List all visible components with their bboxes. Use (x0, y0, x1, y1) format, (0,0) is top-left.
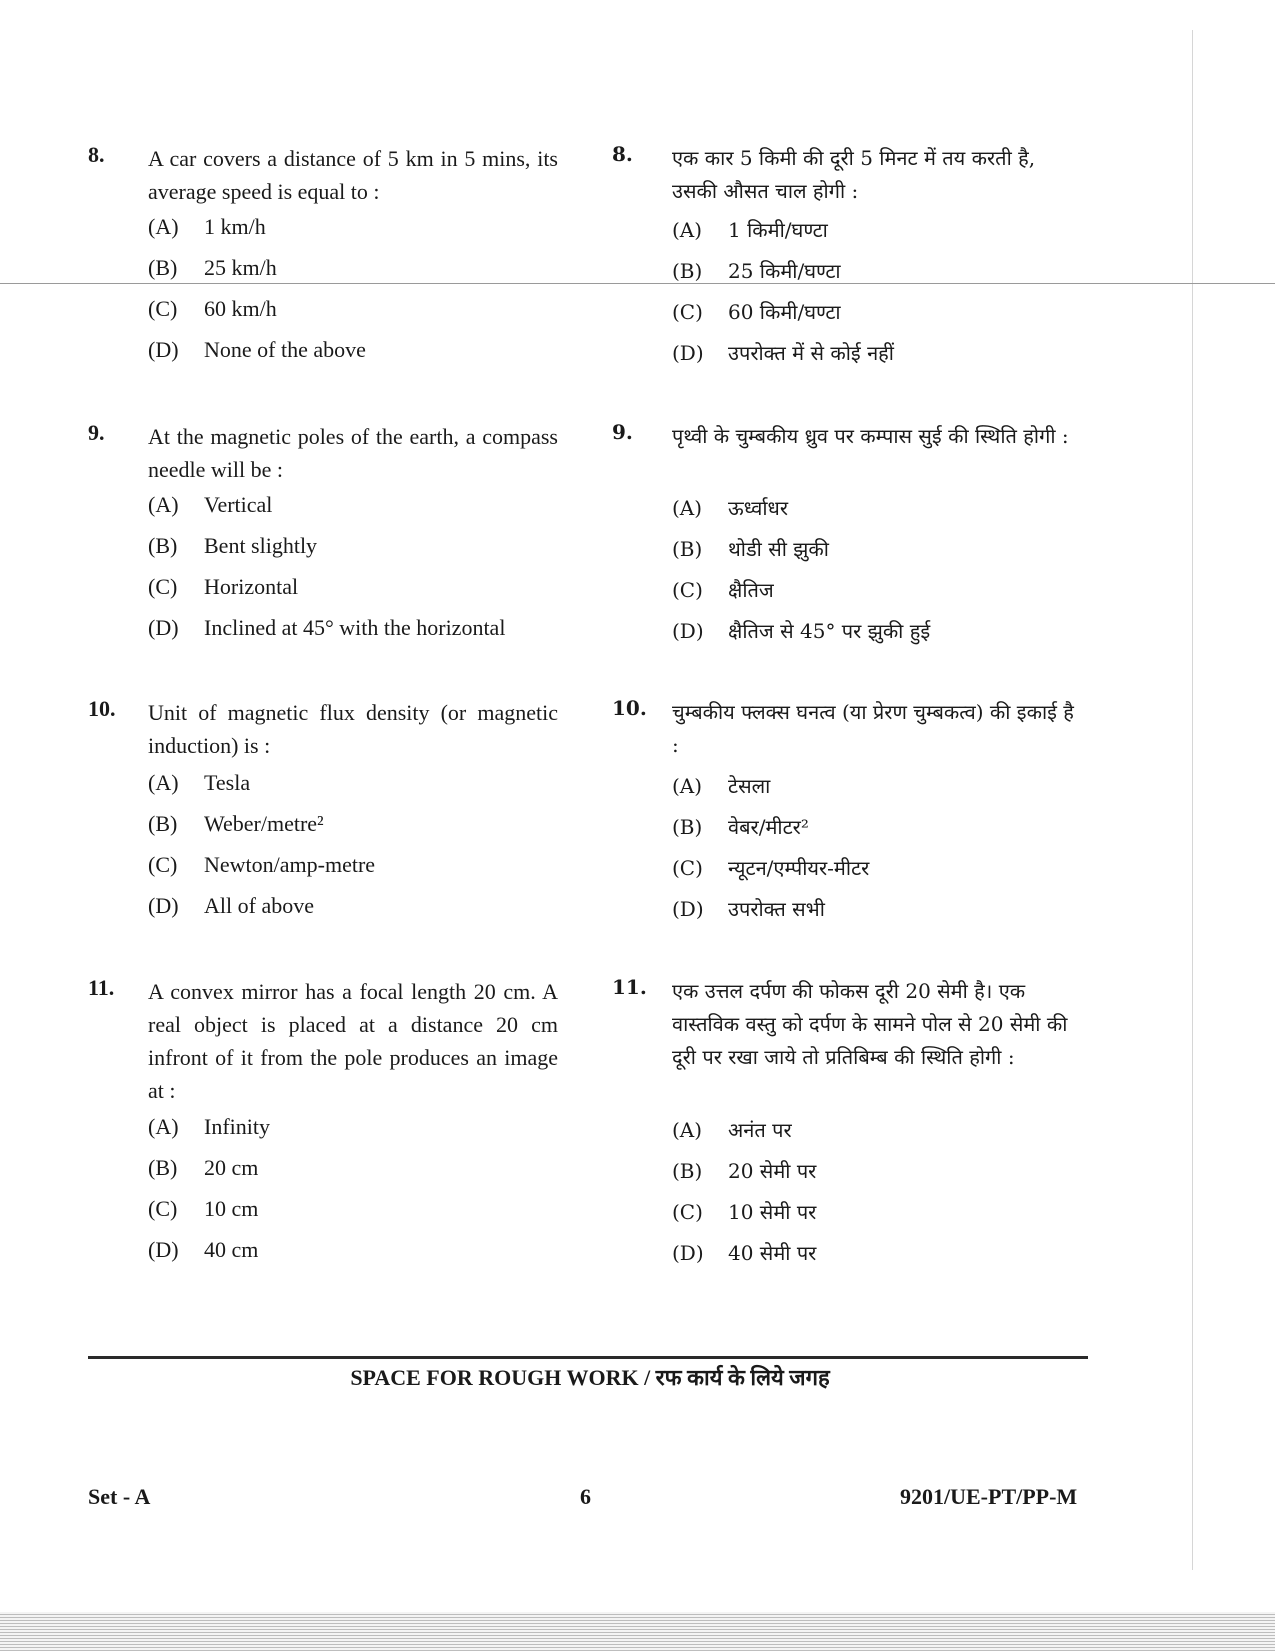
option-d[interactable]: (D) None of the above (148, 337, 366, 362)
question-number: 9. (88, 420, 105, 445)
option-c[interactable]: (C) 10 cm (148, 1196, 259, 1221)
option-c[interactable]: (C) 60 km/h (148, 296, 277, 321)
option-c[interactable]: (C) 60 किमी/घण्टा (672, 300, 841, 324)
question-text: एक कार 5 किमी की दूरी 5 मिनट में तय करती है, उसकी औसत चाल होगी : (672, 146, 1036, 203)
option-d[interactable]: (D) उपरोक्त सभी (672, 897, 825, 921)
option-b[interactable]: (B) Bent slightly (148, 533, 318, 558)
rough-work-label: SPACE FOR ROUGH WORK / रफ कार्य के लिये जगह (350, 1365, 830, 1390)
option-b[interactable]: (B) Weber/metre² (148, 811, 324, 836)
question-text: A car covers a distance of 5 km in 5 mins, its average speed is equal to : (148, 146, 558, 204)
option-b[interactable]: (B) 25 km/h (148, 255, 277, 280)
question-text: चुम्बकीय फ्लक्स घनत्व (या प्रेरण चुम्बकत्व) की इकाई है : (672, 700, 1074, 757)
option-a[interactable]: (A) Tesla (148, 770, 251, 795)
option-d[interactable]: (D) Inclined at 45° with the horizontal (148, 615, 506, 640)
option-b[interactable]: (B) 25 किमी/घण्टा (672, 259, 841, 283)
footer-paper-code: 9201/UE-PT/PP-M (900, 1484, 1078, 1509)
scan-bottom-band (0, 1612, 1275, 1651)
question-text: एक उत्तल दर्पण की फोकस दूरी 20 सेमी है। एक वास्तविक वस्तु को दर्पण के सामने पोल से 20 सेमी की दूरी पर रखा जाये तो प्रतिबिम्ब की स्थिति होगी : (672, 979, 1068, 1069)
option-b[interactable]: (B) 20 सेमी पर (672, 1159, 817, 1183)
option-a[interactable]: (A) ऊर्ध्वाधर (672, 496, 788, 520)
option-b[interactable]: (B) वेबर/मीटर² (672, 815, 809, 839)
option-a[interactable]: (A) 1 किमी/घण्टा (672, 218, 828, 242)
option-d[interactable]: (D) क्षैतिज से 45° पर झुकी हुई (672, 619, 931, 643)
option-c[interactable]: (C) न्यूटन/एम्पीयर-मीटर (672, 856, 870, 880)
footer-page-number: 6 (580, 1484, 591, 1509)
scan-fold-line (0, 283, 1275, 284)
question-text: Unit of magnetic flux density (or magnetic induction) is : (148, 700, 558, 758)
option-b[interactable]: (B) 20 cm (148, 1155, 259, 1180)
question-text: A convex mirror has a focal length 20 cm. A real object is placed at a distance 20 cm infront of it from the pole produces an image at : (148, 979, 558, 1103)
question-number: 8. (88, 142, 105, 167)
option-d[interactable]: (D) 40 cm (148, 1237, 259, 1262)
page-edge (1192, 30, 1193, 1570)
option-b[interactable]: (B) थोडी सी झुकी (672, 537, 829, 561)
question-number: 10. (88, 696, 116, 721)
option-c[interactable]: (C) 10 सेमी पर (672, 1200, 817, 1224)
question-number: 9. (612, 420, 633, 444)
footer-set: Set - A (88, 1484, 151, 1509)
question-number: 11. (88, 975, 115, 1000)
option-a[interactable]: (A) Vertical (148, 492, 273, 517)
option-d[interactable]: (D) All of above (148, 893, 314, 918)
question-number: 8. (612, 142, 633, 166)
question-text: पृथ्वी के चुम्बकीय ध्रुव पर कम्पास सुई की स्थिति होगी : (672, 424, 1069, 448)
option-c[interactable]: (C) क्षैतिज (672, 578, 774, 602)
option-a[interactable]: (A) अनंत पर (672, 1118, 792, 1142)
option-d[interactable]: (D) 40 सेमी पर (672, 1241, 817, 1265)
option-c[interactable]: (C) Newton/amp-metre (148, 852, 376, 877)
option-c[interactable]: (C) Horizontal (148, 574, 299, 599)
option-a[interactable]: (A) टेसला (672, 774, 771, 798)
rough-work-rule (88, 1356, 1088, 1359)
option-a[interactable]: (A) 1 km/h (148, 214, 266, 239)
option-a[interactable]: (A) Infinity (148, 1114, 270, 1139)
question-number: 10. (612, 696, 647, 720)
question-number: 11. (612, 975, 647, 999)
question-text: At the magnetic poles of the earth, a compass needle will be : (148, 424, 558, 482)
option-d[interactable]: (D) उपरोक्त में से कोई नहीं (672, 341, 894, 365)
